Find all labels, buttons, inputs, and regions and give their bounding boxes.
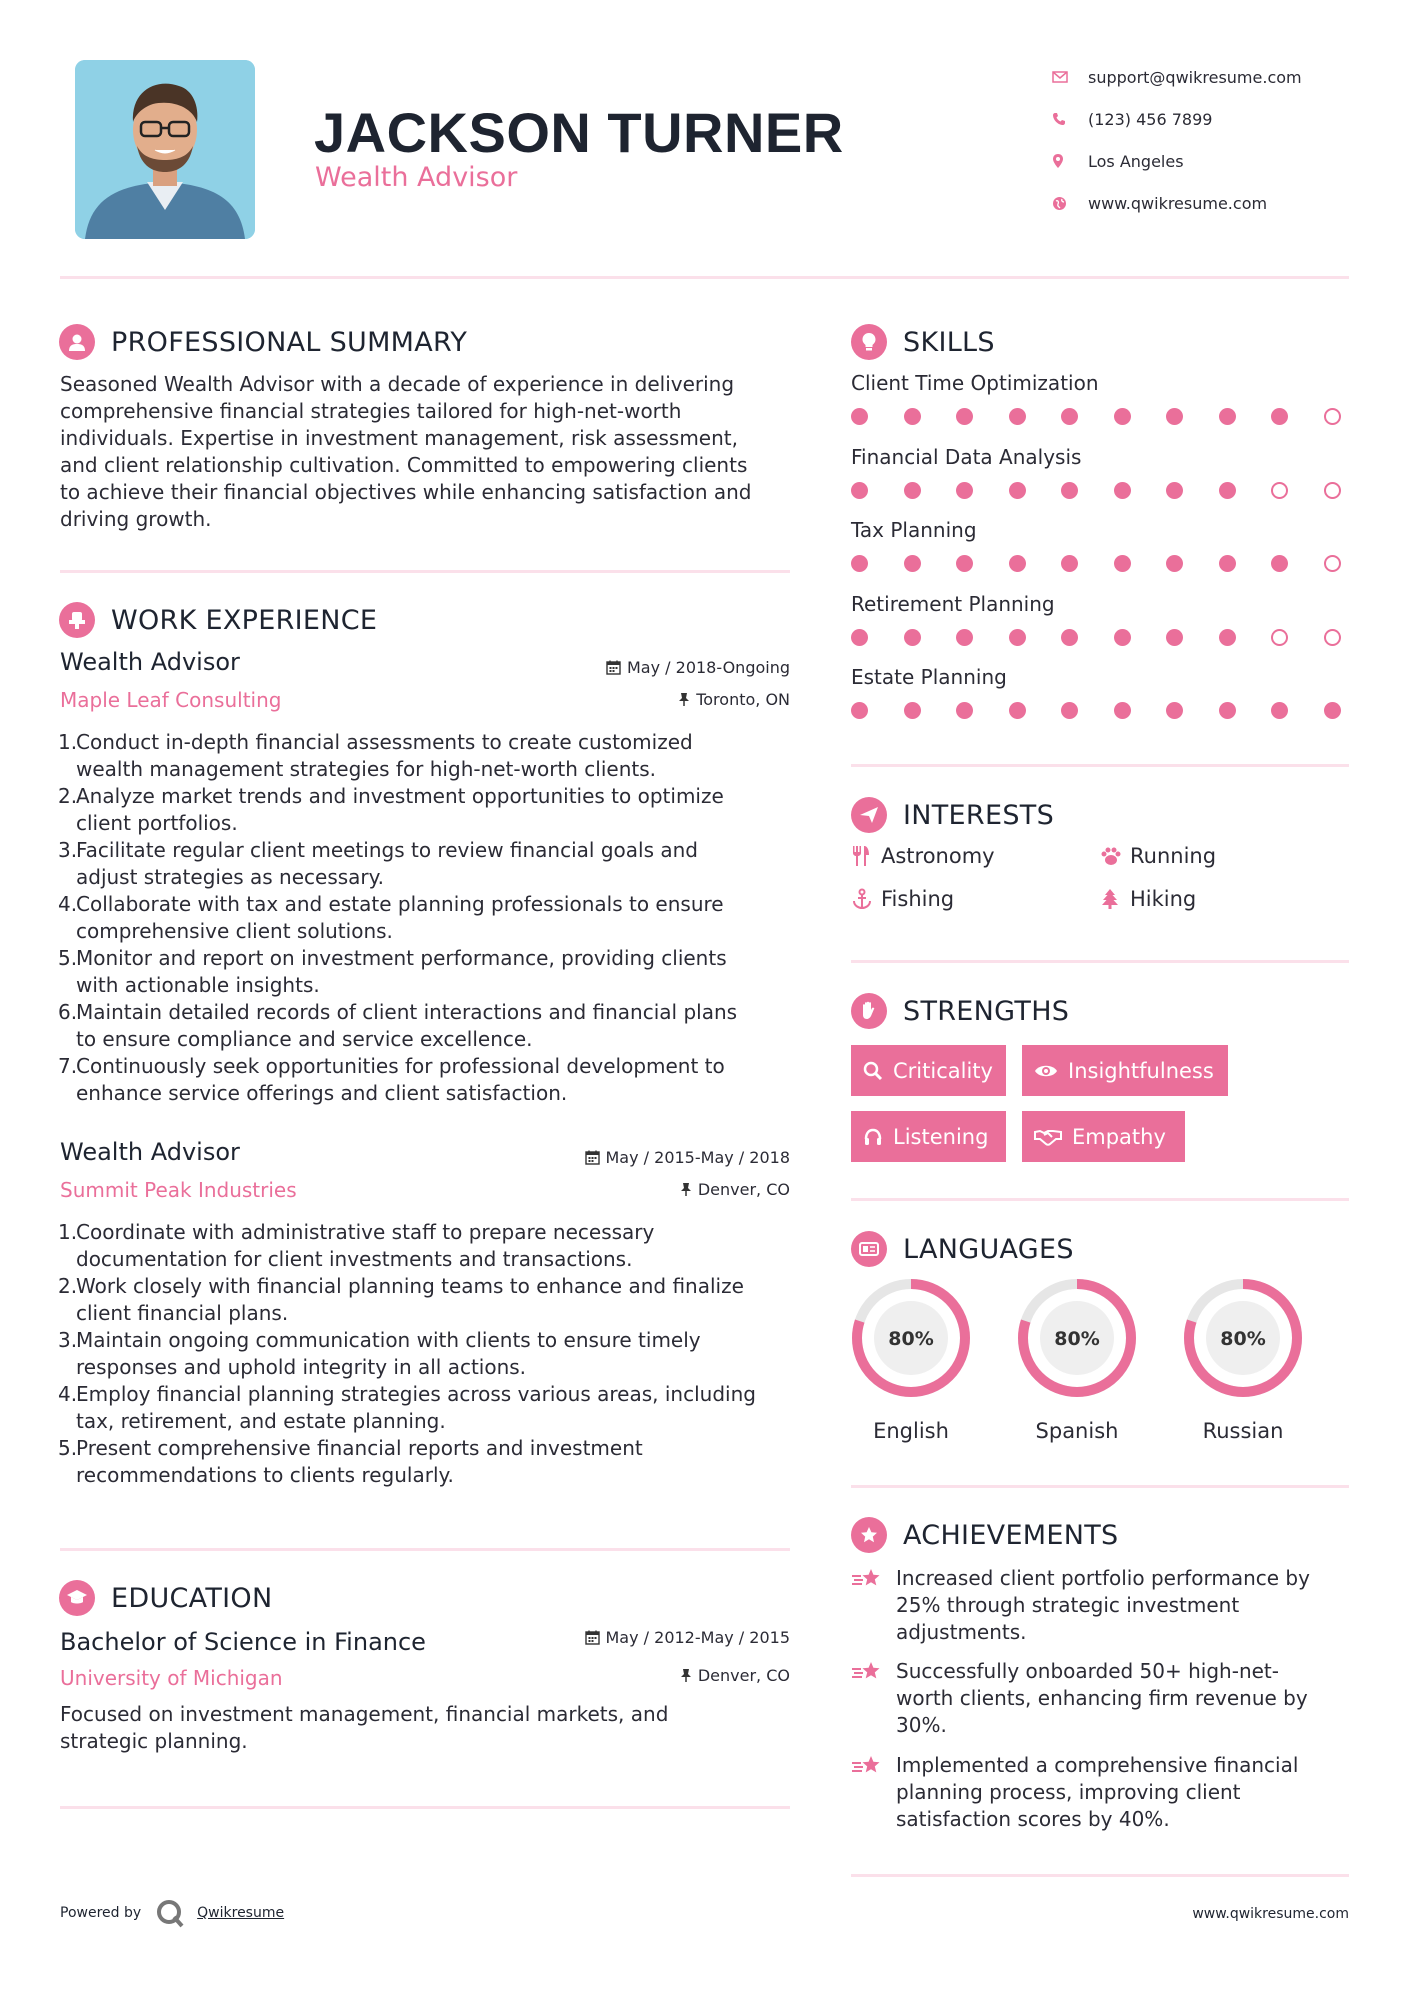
strength-label: Criticality xyxy=(893,1058,993,1083)
contact-website[interactable] xyxy=(1052,182,1382,224)
interests-heading xyxy=(851,797,1054,833)
summary-heading xyxy=(59,324,467,360)
phone-icon xyxy=(1052,112,1088,126)
interest-label: Astronomy xyxy=(881,844,995,868)
language-ring xyxy=(850,1277,972,1399)
rating-dot-empty xyxy=(1324,408,1341,425)
briefcase-icon xyxy=(59,602,95,638)
contact-email-text: support@qwikresume.com xyxy=(1088,67,1302,87)
job-title: Wealth Advisor xyxy=(60,1138,240,1166)
language-card-icon xyxy=(851,1231,887,1267)
language-percent: 80% xyxy=(888,1328,934,1350)
person-avatar-icon xyxy=(75,60,255,239)
list-item: 1. Conduct in-depth financial assessments to create customized wealth management strategies for high-net-worth clients. xyxy=(58,730,693,781)
strength-label: Insightfulness xyxy=(1068,1058,1214,1083)
language-item xyxy=(850,1277,972,1443)
summary-line: driving growth. xyxy=(60,507,212,531)
achievement-item: Increased client portfolio performance by 25% through strategic investment adjustments. xyxy=(851,1565,1321,1646)
job-duties-list xyxy=(58,729,798,1107)
user-icon xyxy=(59,324,95,360)
pushpin-icon xyxy=(680,1182,692,1197)
interest-label: Hiking xyxy=(1130,887,1197,911)
paper-plane-icon xyxy=(851,797,887,833)
graduation-cap-icon xyxy=(59,1580,95,1616)
education-line: strategic planning. xyxy=(60,1729,248,1753)
rating-dot-filled xyxy=(1166,702,1183,719)
header-divider xyxy=(60,276,1349,279)
language-percent: 80% xyxy=(1054,1328,1100,1350)
tree-icon xyxy=(1100,888,1130,910)
rating-dot-filled xyxy=(956,555,973,572)
rating-dot-filled xyxy=(1166,482,1183,499)
rating-dot-filled xyxy=(956,408,973,425)
map-pin-icon xyxy=(1052,153,1088,169)
contact-location-text: Los Angeles xyxy=(1088,151,1184,171)
rating-dot-empty xyxy=(1271,482,1288,499)
achievements-heading xyxy=(851,1517,1119,1553)
skills-heading xyxy=(851,324,995,360)
skill-rating xyxy=(851,482,1341,499)
language-name: Russian xyxy=(1202,1419,1284,1443)
list-item: 7. Continuously seek opportunities for professional development to enhance service offerings and client satisfaction. xyxy=(58,1054,725,1105)
interest-item xyxy=(851,887,954,911)
rating-dot-filled xyxy=(1219,629,1236,646)
list-item: 1. Coordinate with administrative staff to prepare necessary documentation for client investments and transactions. xyxy=(58,1220,655,1271)
experience-divider xyxy=(60,1548,790,1551)
education-heading xyxy=(59,1580,272,1616)
rating-dot-filled xyxy=(1009,555,1026,572)
rating-dot-filled xyxy=(1114,408,1131,425)
rating-dot-filled xyxy=(1114,629,1131,646)
skill-rating xyxy=(851,702,1341,719)
skills-title: SKILLS xyxy=(903,326,995,358)
rating-dot-filled xyxy=(1166,629,1183,646)
strength-tag xyxy=(851,1045,1006,1096)
skill-name: Retirement Planning xyxy=(851,591,1055,616)
anchor-icon xyxy=(851,888,881,910)
profile-photo xyxy=(75,60,255,239)
job-duties-list xyxy=(58,1219,798,1489)
languages-heading xyxy=(851,1231,1074,1267)
skill-name: Client Time Optimization xyxy=(851,371,1099,395)
summary-title: PROFESSIONAL SUMMARY xyxy=(111,326,468,358)
contact-block xyxy=(1052,56,1382,224)
job-location xyxy=(500,1180,790,1199)
interest-label: Fishing xyxy=(881,887,955,911)
star-badge-icon xyxy=(851,1517,887,1553)
footer-website[interactable]: www.qwikresume.com xyxy=(1192,1906,1349,1922)
list-item: 2. Work closely with financial planning teams to enhance and finalize client financial plans. xyxy=(58,1274,744,1325)
interest-item xyxy=(1100,844,1216,868)
school-name: University of Michigan xyxy=(60,1666,283,1690)
education-location xyxy=(500,1666,790,1685)
rating-dot-filled xyxy=(1061,482,1078,499)
job-location xyxy=(500,690,790,709)
strength-label: Listening xyxy=(893,1124,989,1149)
shooting-star-icon xyxy=(851,1752,896,1833)
rating-dot-filled xyxy=(1166,408,1183,425)
strengths-title: STRENGTHS xyxy=(903,995,1070,1027)
rating-dot-filled xyxy=(1219,555,1236,572)
rating-dot-filled xyxy=(1219,408,1236,425)
achievements-divider xyxy=(851,1874,1349,1877)
rating-dot-empty xyxy=(1271,629,1288,646)
rating-dot-filled xyxy=(904,555,921,572)
rating-dot-empty xyxy=(1324,482,1341,499)
rating-dot-filled xyxy=(904,408,921,425)
job-company: Summit Peak Industries xyxy=(60,1178,297,1202)
job-dates-text: May / 2015-May / 2018 xyxy=(605,1148,790,1167)
headphones-icon xyxy=(863,1127,883,1147)
summary-line: and client relationship cultivation. Committed to empowering clients xyxy=(60,453,748,477)
list-item: 4. Employ financial planning strategies across various areas, including tax, retirement, and estate planning. xyxy=(58,1382,756,1433)
achievement-item: Implemented a comprehensive financial planning process, improving client satisfaction scores by 40%. xyxy=(851,1752,1321,1833)
calendar-icon xyxy=(585,1630,600,1645)
rating-dot-filled xyxy=(1061,702,1078,719)
language-item xyxy=(1016,1277,1138,1443)
interest-label: Running xyxy=(1130,844,1217,868)
rating-dot-filled xyxy=(1166,555,1183,572)
contact-location xyxy=(1052,140,1382,182)
language-name: Spanish xyxy=(1035,1419,1119,1443)
language-item xyxy=(1182,1277,1304,1443)
achievements-title: ACHIEVEMENTS xyxy=(903,1519,1119,1551)
education-title: EDUCATION xyxy=(111,1582,273,1614)
education-description xyxy=(60,1701,800,1755)
language-ring xyxy=(1016,1277,1138,1399)
job-location-text: Denver, CO xyxy=(697,1180,790,1199)
job-dates xyxy=(500,658,790,677)
qwikresume-logo-icon xyxy=(155,1898,185,1928)
skill-rating xyxy=(851,555,1341,572)
rating-dot-filled xyxy=(1009,629,1026,646)
rating-dot-filled xyxy=(956,482,973,499)
strengths-divider xyxy=(851,1198,1349,1201)
lightbulb-icon xyxy=(851,324,887,360)
list-item: 3. Maintain ongoing communication with clients to ensure timely responses and uphold integrity in all actions. xyxy=(58,1328,701,1379)
rating-dot-filled xyxy=(1061,555,1078,572)
rating-dot-filled xyxy=(1271,555,1288,572)
search-icon xyxy=(863,1061,883,1081)
contact-phone[interactable] xyxy=(1052,98,1382,140)
rating-dot-filled xyxy=(904,702,921,719)
paw-icon xyxy=(1100,846,1130,866)
utensils-icon xyxy=(851,845,881,867)
rating-dot-empty xyxy=(1324,555,1341,572)
list-item: 3. Facilitate regular client meetings to review financial goals and adjust strategies as necessary. xyxy=(58,838,698,889)
list-item: 2. Analyze market trends and investment opportunities to optimize client portfolios. xyxy=(58,784,724,835)
rating-dot-filled xyxy=(1061,408,1078,425)
list-item: 5. Present comprehensive financial reports and investment recommendations to clients regularly. xyxy=(58,1436,643,1487)
education-dates-text: May / 2012-May / 2015 xyxy=(605,1628,790,1647)
job-company: Maple Leaf Consulting xyxy=(60,688,282,712)
list-item: 4. Collaborate with tax and estate planning professionals to ensure comprehensive client solutions. xyxy=(58,892,724,943)
rating-dot-filled xyxy=(1271,408,1288,425)
rating-dot-filled xyxy=(1009,408,1026,425)
strengths-heading xyxy=(851,993,1069,1029)
skill-name: Tax Planning xyxy=(851,518,977,542)
job-title: Wealth Advisor xyxy=(60,648,240,676)
skills-divider xyxy=(851,764,1349,767)
rating-dot-filled xyxy=(1219,482,1236,499)
footer-powered-by xyxy=(60,1898,284,1928)
rating-dot-filled xyxy=(851,408,868,425)
pushpin-icon xyxy=(680,1668,692,1683)
rating-dot-filled xyxy=(956,702,973,719)
rating-dot-filled xyxy=(1219,702,1236,719)
rating-dot-filled xyxy=(1324,702,1341,719)
list-item: 5. Monitor and report on investment performance, providing clients with actionable insights. xyxy=(58,946,727,997)
rating-dot-empty xyxy=(1324,629,1341,646)
rating-dot-filled xyxy=(904,482,921,499)
rating-dot-filled xyxy=(851,702,868,719)
experience-heading xyxy=(59,602,377,638)
job-dates-text: May / 2018-Ongoing xyxy=(627,658,790,677)
education-location-text: Denver, CO xyxy=(697,1666,790,1685)
shooting-star-icon xyxy=(851,1658,896,1739)
experience-title: WORK EXPERIENCE xyxy=(111,604,378,636)
summary-line: individuals. Expertise in investment management, risk assessment, xyxy=(60,426,738,450)
summary-line: comprehensive financial strategies tailored for high-net-worth xyxy=(60,399,682,423)
powered-by-text: Powered by xyxy=(60,1905,142,1921)
contact-email[interactable] xyxy=(1052,56,1382,98)
rating-dot-filled xyxy=(1009,702,1026,719)
rating-dot-filled xyxy=(904,629,921,646)
strength-label: Empathy xyxy=(1072,1124,1166,1149)
job-location-text: Toronto, ON xyxy=(696,690,790,709)
handshake-icon xyxy=(1034,1128,1062,1146)
summary-line: to achieve their financial objectives while enhancing satisfaction and xyxy=(60,480,752,504)
strength-tag xyxy=(1022,1045,1228,1096)
hand-icon xyxy=(851,993,887,1029)
languages-divider xyxy=(851,1485,1349,1488)
strength-tag xyxy=(1022,1111,1185,1162)
rating-dot-filled xyxy=(851,555,868,572)
rating-dot-filled xyxy=(851,482,868,499)
skill-name: Financial Data Analysis xyxy=(851,444,1082,469)
achievement-item: Successfully onboarded 50+ high-net- worth clients, enhancing firm revenue by 30%. xyxy=(851,1658,1321,1739)
candidate-name: JACKSON TURNER xyxy=(314,101,844,164)
summary-line: Seasoned Wealth Advisor with a decade of experience in delivering xyxy=(60,372,735,396)
skill-rating xyxy=(851,408,1341,425)
brand-link[interactable]: Qwikresume xyxy=(197,1905,285,1921)
skill-rating xyxy=(851,629,1341,646)
summary-text xyxy=(60,371,800,533)
languages-title: LANGUAGES xyxy=(903,1233,1074,1265)
education-divider xyxy=(60,1806,790,1809)
education-line: Focused on investment management, financial markets, and xyxy=(60,1702,669,1726)
skill-name: Estate Planning xyxy=(851,665,1007,689)
calendar-icon xyxy=(585,1150,600,1165)
globe-icon xyxy=(1052,196,1088,211)
summary-divider xyxy=(60,570,790,573)
interest-item xyxy=(851,844,995,868)
degree-title: Bachelor of Science in Finance xyxy=(60,1628,426,1656)
interest-item xyxy=(1100,887,1196,911)
language-ring xyxy=(1182,1277,1304,1399)
strength-tag xyxy=(851,1111,1006,1162)
rating-dot-filled xyxy=(1271,702,1288,719)
rating-dot-filled xyxy=(1114,482,1131,499)
rating-dot-filled xyxy=(1114,555,1131,572)
rating-dot-filled xyxy=(1009,482,1026,499)
rating-dot-filled xyxy=(1061,629,1078,646)
rating-dot-filled xyxy=(851,629,868,646)
job-dates xyxy=(500,1148,790,1167)
language-name: English xyxy=(873,1419,949,1443)
calendar-icon xyxy=(606,660,621,675)
contact-phone-text: (123) 456 7899 xyxy=(1088,109,1213,129)
shooting-star-icon xyxy=(851,1565,896,1646)
interests-title: INTERESTS xyxy=(903,799,1055,831)
candidate-role: Wealth Advisor xyxy=(315,162,518,193)
rating-dot-filled xyxy=(956,629,973,646)
contact-website-text: www.qwikresume.com xyxy=(1088,193,1268,213)
pushpin-icon xyxy=(678,692,690,707)
education-dates xyxy=(500,1628,790,1647)
rating-dot-filled xyxy=(1114,702,1131,719)
language-percent: 80% xyxy=(1220,1328,1266,1350)
list-item: 6. Maintain detailed records of client interactions and financial plans to ensure compliance and service excellence. xyxy=(58,1000,738,1051)
envelope-icon xyxy=(1052,71,1088,83)
eye-icon xyxy=(1034,1063,1058,1079)
interests-divider xyxy=(851,960,1349,963)
